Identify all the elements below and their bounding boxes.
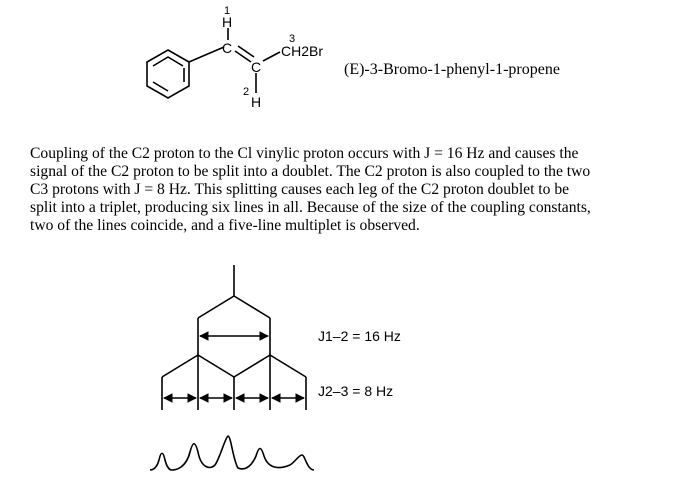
ch2br-number: 3 — [289, 33, 296, 45]
h2-atom: H — [251, 94, 262, 110]
j23-label: J2–3 = 8 Hz — [318, 383, 394, 399]
triplet-right-branch-l — [234, 355, 270, 377]
bond-c2-c3 — [263, 52, 280, 61]
c2-atom: C — [251, 59, 262, 75]
triplet-left-branch-r — [198, 355, 234, 377]
paragraph-line-4: split into a triplet, producing six lines in all. Because of the size of the coupling constants, — [30, 199, 591, 216]
explanation-paragraph — [30, 145, 685, 235]
h1-atom: H — [222, 14, 233, 30]
splitting-tree — [162, 265, 306, 410]
bond-ring-c1 — [189, 47, 224, 62]
benzene-inner-bond-bottom — [153, 82, 168, 91]
j12-label: J1–2 = 16 Hz — [318, 328, 401, 344]
multiplet-spectrum — [150, 436, 314, 470]
c1-atom: C — [222, 40, 233, 56]
triplet-right-branch-r — [270, 355, 306, 377]
doublet-branch-right — [234, 296, 270, 318]
doublet-branch-left — [198, 296, 234, 318]
h1-number: 1 — [224, 5, 231, 17]
ch2br-group-text: CH2Br — [281, 43, 324, 59]
molecule-name: (E)-3-Bromo-1-phenyl-1-propene — [344, 61, 560, 78]
benzene-inner-bonds — [153, 57, 183, 66]
paragraph-line-2: signal of the C2 proton to be split into a doublet. The C2 proton is also coupled to the two — [30, 163, 591, 180]
paragraph-line-5: two of the lines coincide, and a five-line multiplet is observed. — [30, 217, 420, 234]
molecule-labels — [222, 5, 323, 110]
ch2br-group — [281, 43, 323, 59]
paragraph-line-1: Coupling of the C2 proton to the Cl vinylic proton occurs with J = 16 Hz and causes the — [30, 145, 579, 162]
triplet-left-branch-l — [162, 355, 198, 377]
paragraph-line-3: C3 protons with J = 8 Hz. This splitting causes each leg of the C2 proton doublet to be — [30, 181, 570, 198]
h2-number: 2 — [243, 86, 250, 98]
